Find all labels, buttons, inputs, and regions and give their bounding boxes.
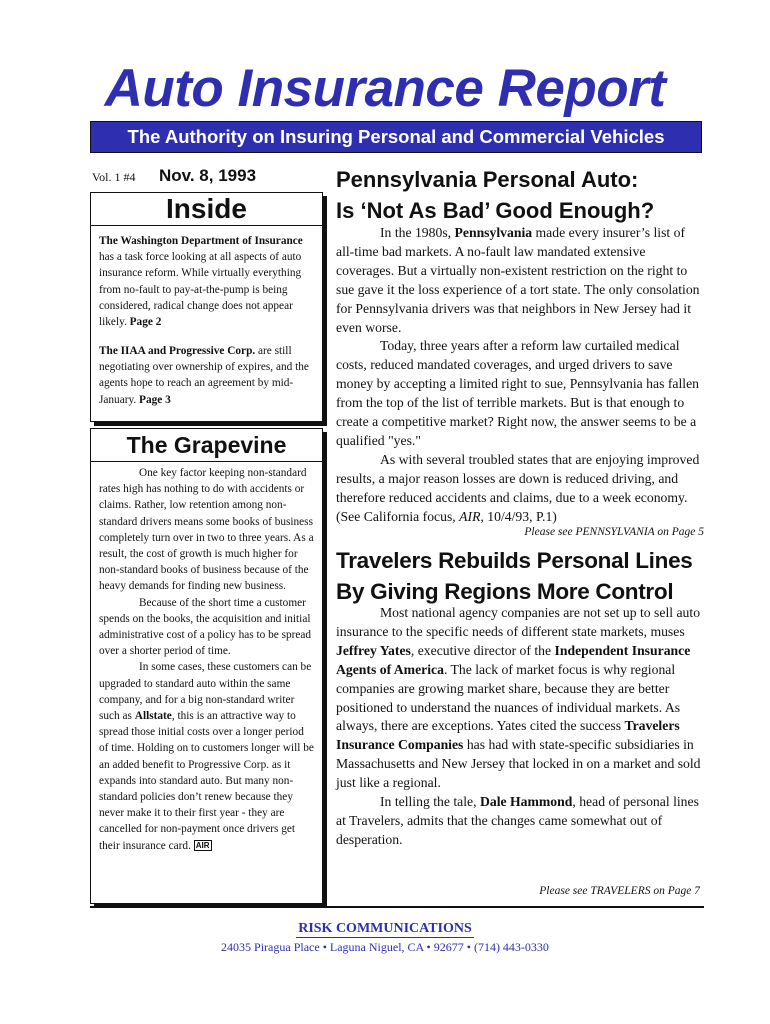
tagline-banner: The Authority on Insuring Personal and Commercial Vehicles <box>90 121 702 153</box>
article1-continuation: Please see PENNSYLVANIA on Page 5 <box>524 526 704 538</box>
air-end-mark: AIR <box>195 840 210 850</box>
inside-item-2: The IIAA and Progressive Corp. are still negotiating over ownership of expires, and the agents hope to reach an agreement by mid-January. Page 3 <box>99 345 309 406</box>
article2-continuation: Please see TRAVELERS on Page 7 <box>539 885 700 897</box>
inside-heading: Inside <box>91 193 322 226</box>
publisher-address: 24035 Piragua Place • Laguna Niguel, CA • 92677 • (714) 443-0330 <box>221 940 549 954</box>
grapevine-box <box>90 428 323 904</box>
issue-date: Nov. 8, 1993 <box>159 166 257 185</box>
publisher-name: RISK COMMUNICATIONS <box>298 921 472 936</box>
article2-body: Most national agency companies are not set up to sell auto insurance to the specific needs of different state markets, muses Jeffrey Yates, executive director of the Independent Insurance Agents of America. The lack of market focus is why regional companies are growing market share, because they are better positioned to understand the nuances of individual markets. As always, there are exceptions. Yates cited the success Travelers Insurance Companies has had with state-specific subsidiaries in Massachusetts and New Jersey that locked in on a market and sold just like a regional. In telling the tale, Dale Hammond, head of personal lines at Travelers, admits that the changes came somewhat out of desperation. <box>336 605 701 847</box>
issue-volume: Vol. 1 #4 <box>92 170 136 184</box>
grapevine-heading: The Grapevine <box>91 429 322 462</box>
article2-headline: Travelers Rebuilds Personal Lines By Giving Regions More Control <box>336 548 693 604</box>
inside-box <box>90 192 323 422</box>
grapevine-body: One key factor keeping non-standard rates high has nothing to do with accidents or claims. Rather, low retention among non-standard drivers means some books of business completely turn over in two to three years. As a result, the cost of growth is much higher for non-standard books of business because of the heavy demands for finding new business. Because of the short time a customer spends on the books, the acquisition and initial administrative cost of a policy has to be spread over a shorter period of time. In some cases, these customers can be upgraded to standard auto within the same company, and for a big non-standard writer such as Allstate, this is an attractive way to spread those initial costs over a longer period of time. Holding on to customers longer will be an added benefit to Progressive Corp. as it expands into standard auto. But many non-standard policies don’t renew because they never make it to their first year - they are cancelled for non-payment once drivers get their insurance card. AIR <box>99 467 314 852</box>
article1-headline: Pennsylvania Personal Auto: Is ‘Not As Bad’ Good Enough? <box>336 167 655 223</box>
masthead-title: Auto Insurance Report <box>104 59 666 118</box>
publisher-underline <box>296 937 474 938</box>
article1-body: In the 1980s, Pennsylvania made every insurer’s list of all-time bad markets. A no-fault law mandated extensive coverages. But a virtually non-existent restriction on the right to sue gave it the loss experience of a tort state. The only consolation for Pennsylvania drivers was that neighbors in New Jersey had it even worse. Today, three years after a reform law curtailed medical costs, reduced mandated coverages, and urged drivers to save money by accepting a limited right to sue, Pennsylvania has fallen from the top of the list of terrible markets. But is that enough to create a competitive market? Right now, the answer seems to be a qualified "yes." As with several troubled states that are enjoying improved results, a major reason losses are down is reduced driving, and therefore reduced accidents and claims, due to a week economy. (See California focus, AIR, 10/4/93, P.1) <box>336 225 700 524</box>
inside-item-1: The Washington Department of Insurance has a task force looking at all aspects of auto insurance reform. While virtually everything from no-fault to pay-at-the-pump is being considered, radical change does not appear likely. Page 2 <box>99 235 303 329</box>
footer-rule <box>90 906 704 908</box>
